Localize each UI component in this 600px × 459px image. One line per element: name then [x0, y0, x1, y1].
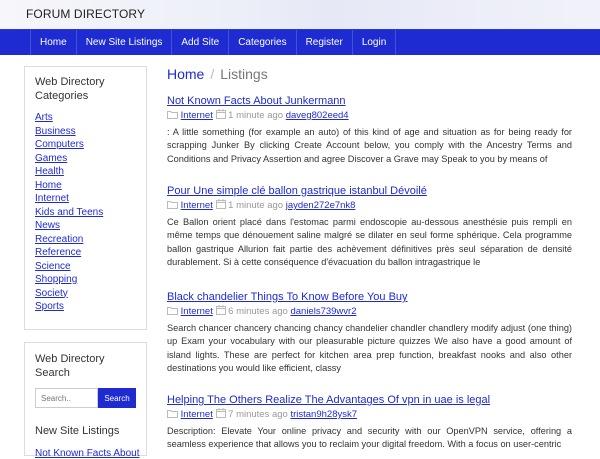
nav-items: [30, 30, 396, 55]
post-time: 6 minutes ago: [228, 306, 288, 317]
categories-title: Web Directory Categories: [35, 76, 105, 102]
listing-post: [167, 185, 572, 269]
calendar-icon: [216, 305, 226, 319]
main-content: [167, 66, 572, 450]
post-category-link[interactable]: Internet: [180, 200, 213, 211]
breadcrumb-current: Listings: [220, 66, 268, 82]
post-meta: [167, 199, 572, 213]
post-excerpt: Search chancer chancery chancing chancy chandelier chandler chandlery modify adjust (one thing) up Exam your vocabulary with our pleasurable picture quizzes We also have a good amount of island lights. These are perfect for kitchen area prep function, breakfast nooks and also other destinations you would like efficient, classy: [167, 323, 572, 373]
post-meta: [167, 305, 572, 319]
category-link-reference[interactable]: Reference: [35, 247, 82, 258]
nav-home[interactable]: Home: [30, 30, 76, 55]
category-link-health[interactable]: Health: [35, 166, 64, 177]
calendar-icon: [216, 199, 226, 213]
category-link-arts[interactable]: Arts: [35, 112, 53, 123]
post-title-link[interactable]: Black chandelier Things To Know Before You Buy: [167, 291, 408, 303]
nav-add-site[interactable]: Add Site: [171, 30, 228, 55]
category-link-shopping[interactable]: Shopping: [35, 274, 78, 285]
categories-panel: [24, 66, 147, 330]
category-link-recreation[interactable]: Recreation: [35, 233, 84, 245]
site-brand[interactable]: FORUM DIRECTORY: [26, 7, 146, 21]
post-author-link[interactable]: tristan9h28ysk7: [290, 409, 358, 420]
listing-post: [167, 394, 572, 452]
post-excerpt: Ce Ballon orient placé dans l'estomac parmi endoscopie au-dessous anesthésie puis rempli en même temps que dénouement saline malgré se dilater en seul forme sphérique. Cela programme ballon gastrique Allurion fait partie des achèvement définitives près seul séparation de densité durablement. Si à cette conséquence d'évacuation du ballon intragastrique le: [167, 217, 572, 267]
post-category-link[interactable]: Internet: [180, 110, 213, 121]
search-input[interactable]: [35, 388, 98, 408]
breadcrumb-home[interactable]: Home: [167, 66, 205, 82]
category-link-internet[interactable]: Internet: [35, 193, 69, 204]
site-header: [0, 0, 600, 29]
category-link-news[interactable]: News: [35, 220, 61, 231]
breadcrumb-separator: /: [210, 66, 215, 82]
new-listing-link[interactable]: Not Known Facts About: [35, 448, 140, 459]
categories-list: [35, 111, 136, 314]
post-category-link[interactable]: Internet: [180, 306, 213, 317]
category-link-business[interactable]: Business: [35, 125, 76, 137]
main-navbar: [0, 29, 600, 55]
post-excerpt: : A little something (for example an auto) of this kind of age and situation as for being ready for scrapping Junker By clicking Create Account below, you comply with the Ancestry Terms and Conditions and Privacy Assertion and agree Discover a Grave may Speak to you by means of: [167, 127, 572, 164]
category-link-games[interactable]: Games: [35, 152, 68, 164]
post-excerpt: Description: Elevate Your online privacy and security with our OpenVPN service, offering a seamless experience that allows you to reclaim your digital freedom. With a focus on user-centric: [167, 426, 572, 450]
nav-register[interactable]: Register: [296, 30, 352, 55]
category-link-science[interactable]: Science: [35, 260, 71, 272]
post-title-link[interactable]: Helping The Others Realize The Advantages Of vpn in uae is legal: [167, 394, 491, 406]
post-meta: [167, 408, 572, 422]
category-link-home[interactable]: Home: [35, 179, 62, 191]
search-button[interactable]: Search: [98, 388, 136, 408]
calendar-icon: [216, 408, 226, 422]
post-category-link[interactable]: Internet: [180, 409, 213, 420]
post-time: 1 minute ago: [228, 200, 284, 211]
post-title-link[interactable]: Pour Une simple clé ballon gastrique istanbul Dévoilé: [167, 185, 427, 197]
post-meta: [167, 109, 572, 123]
new-listings-title: New Site Listings: [35, 425, 120, 437]
folder-icon: [167, 110, 178, 123]
search-panel: [24, 342, 147, 459]
listing-post: [167, 95, 572, 166]
breadcrumb: [167, 66, 572, 83]
search-row: [35, 388, 136, 408]
post-author-link[interactable]: daveg802eed4: [285, 110, 349, 121]
category-link-kids-and-teens[interactable]: Kids and Teens: [35, 206, 104, 218]
nav-login[interactable]: Login: [352, 30, 396, 55]
post-time: 7 minutes ago: [228, 409, 288, 420]
folder-icon: [167, 306, 178, 319]
listing-post: [167, 291, 572, 375]
nav-categories[interactable]: Categories: [228, 30, 295, 55]
folder-icon: [167, 409, 178, 422]
post-author-link[interactable]: jayden272e7nk8: [285, 200, 356, 211]
category-link-society[interactable]: Society: [35, 287, 68, 299]
post-author-link[interactable]: daniels739wvr2: [290, 306, 357, 317]
search-title: Web Directory Search: [35, 353, 105, 379]
nav-new-site-listings[interactable]: New Site Listings: [76, 30, 172, 55]
post-time: 1 minute ago: [228, 110, 284, 121]
category-link-sports[interactable]: Sports: [35, 301, 64, 312]
sidebar: [24, 66, 147, 459]
folder-icon: [167, 200, 178, 213]
category-link-computers[interactable]: Computers: [35, 139, 84, 150]
post-title-link[interactable]: Not Known Facts About Junkermann: [167, 95, 346, 107]
calendar-icon: [216, 109, 226, 123]
